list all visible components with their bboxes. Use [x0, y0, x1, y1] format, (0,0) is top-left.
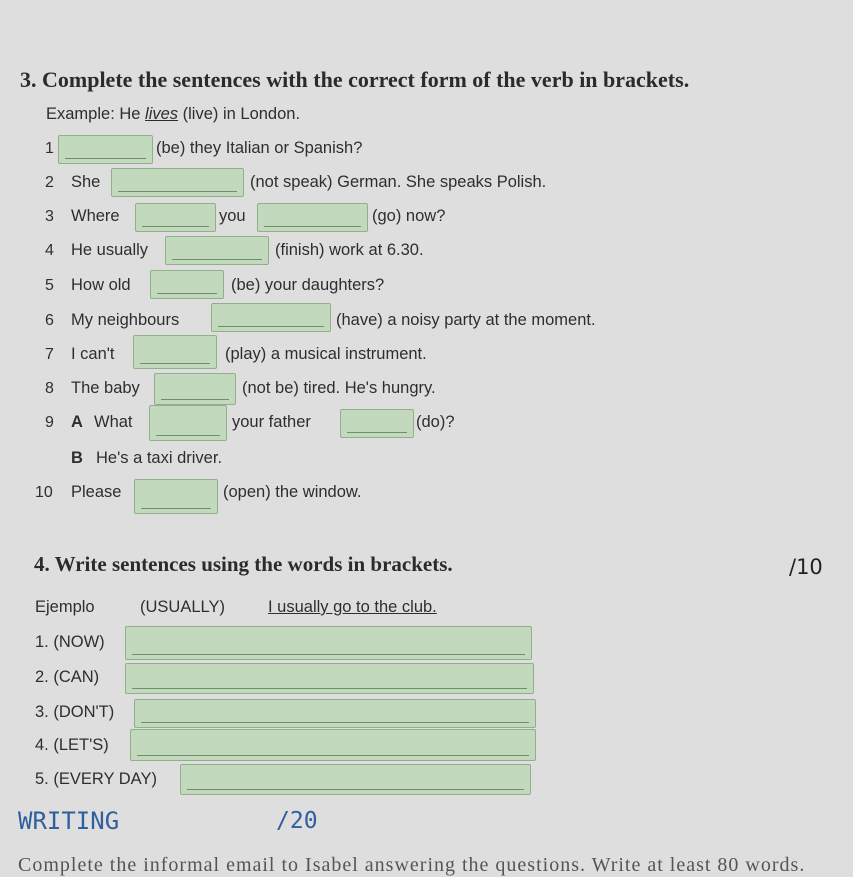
item-10-text-b: (open) the window.: [223, 483, 362, 501]
item-4-text-b: (finish) work at 6.30.: [275, 241, 424, 259]
item-8-answer-box[interactable]: [154, 373, 236, 405]
item-9-number: 9: [45, 414, 54, 431]
section-4-example-label: Ejemplo: [35, 598, 95, 616]
item-10-answer-box[interactable]: [134, 479, 218, 514]
section-4-item-1-label: 1. (NOW): [35, 633, 105, 651]
item-2-text-b: (not speak) German. She speaks Polish.: [250, 173, 547, 191]
item-5-text-a: How old: [71, 276, 131, 294]
item-2-number: 2: [45, 174, 54, 191]
item-8-number: 8: [45, 380, 54, 397]
item-8-text-b: (not be) tired. He's hungry.: [242, 379, 436, 397]
item-6-number: 6: [45, 312, 54, 329]
item-10-text-a: Please: [71, 483, 122, 501]
writing-score: /20: [276, 808, 318, 834]
item-5-number: 5: [45, 277, 54, 294]
writing-label: WRITING: [18, 807, 120, 835]
item-8-text-a: The baby: [71, 379, 140, 397]
item-2-answer-box[interactable]: [111, 168, 244, 197]
item-7-text-a: I can't: [71, 345, 115, 363]
item-6-text-b: (have) a noisy party at the moment.: [336, 311, 596, 329]
item-6-text-a: My neighbours: [71, 311, 180, 329]
item-1-number: 1: [45, 140, 54, 157]
cutoff-instruction: Complete the informal email to Isabel answering the questions. Write at least 80 words.: [18, 854, 806, 876]
example-line: [46, 105, 300, 124]
item-7-answer-box[interactable]: [133, 335, 217, 369]
item-9-text-a: What: [94, 413, 133, 431]
item-3-answer-box-1[interactable]: [135, 203, 216, 232]
section-4-example-answer: I usually go to the club.: [268, 598, 437, 616]
item-7-number: 7: [45, 346, 54, 363]
example-suffix: (live) in London.: [178, 105, 301, 123]
section-4-item-3-answer-box[interactable]: [134, 699, 536, 728]
item-1-text: (be) they Italian or Spanish?: [156, 139, 363, 157]
section-4-item-4-label: 4. (LET'S): [35, 736, 109, 754]
item-5-text-b: (be) your daughters?: [231, 276, 385, 294]
item-4-text-a: He usually: [71, 241, 149, 259]
example-prefix: Example: He: [46, 105, 146, 123]
section-4-item-2-answer-box[interactable]: [125, 663, 534, 694]
item-9-text-c: (do)?: [416, 413, 455, 431]
item-4-number: 4: [45, 242, 54, 259]
item-3-text-b: you: [219, 207, 246, 225]
section-4-score: /10: [789, 555, 823, 579]
section-4-item-1-answer-box[interactable]: [125, 626, 532, 660]
item-9-answer-box-2[interactable]: [340, 409, 414, 438]
section-4-heading: 4. Write sentences using the words in brackets.: [34, 552, 453, 576]
section-4-item-3-label: 3. (DON'T): [35, 703, 115, 721]
item-9-answer-box-1[interactable]: [149, 405, 227, 441]
item-5-answer-box[interactable]: [150, 270, 224, 299]
item-3-text-c: (go) now?: [372, 207, 446, 225]
item-3-number: 3: [45, 208, 54, 225]
item-9-speaker-a: A: [71, 413, 83, 431]
section-4-example-word: (USUALLY): [140, 598, 225, 616]
item-4-answer-box[interactable]: [165, 236, 269, 265]
item-9-speaker-b: B: [71, 449, 83, 467]
item-10-number: 10: [35, 484, 53, 501]
item-2-text-a: She: [71, 173, 101, 191]
item-9-reply: He's a taxi driver.: [96, 449, 223, 467]
item-3-text-a: Where: [71, 207, 120, 225]
item-9-text-b: your father: [232, 413, 311, 431]
section-4-item-4-answer-box[interactable]: [130, 729, 536, 761]
item-6-answer-box[interactable]: [211, 303, 331, 332]
section-3-heading: 3. Complete the sentences with the correct form of the verb in brackets.: [20, 67, 690, 92]
section-4-item-5-label: 5. (EVERY DAY): [35, 770, 157, 788]
item-7-text-b: (play) a musical instrument.: [225, 345, 427, 363]
section-4-item-5-answer-box[interactable]: [180, 764, 531, 795]
example-answer: lives: [145, 105, 179, 123]
section-4-item-2-label: 2. (CAN): [35, 668, 100, 686]
item-3-answer-box-2[interactable]: [257, 203, 368, 232]
item-1-answer-box[interactable]: [58, 135, 153, 164]
